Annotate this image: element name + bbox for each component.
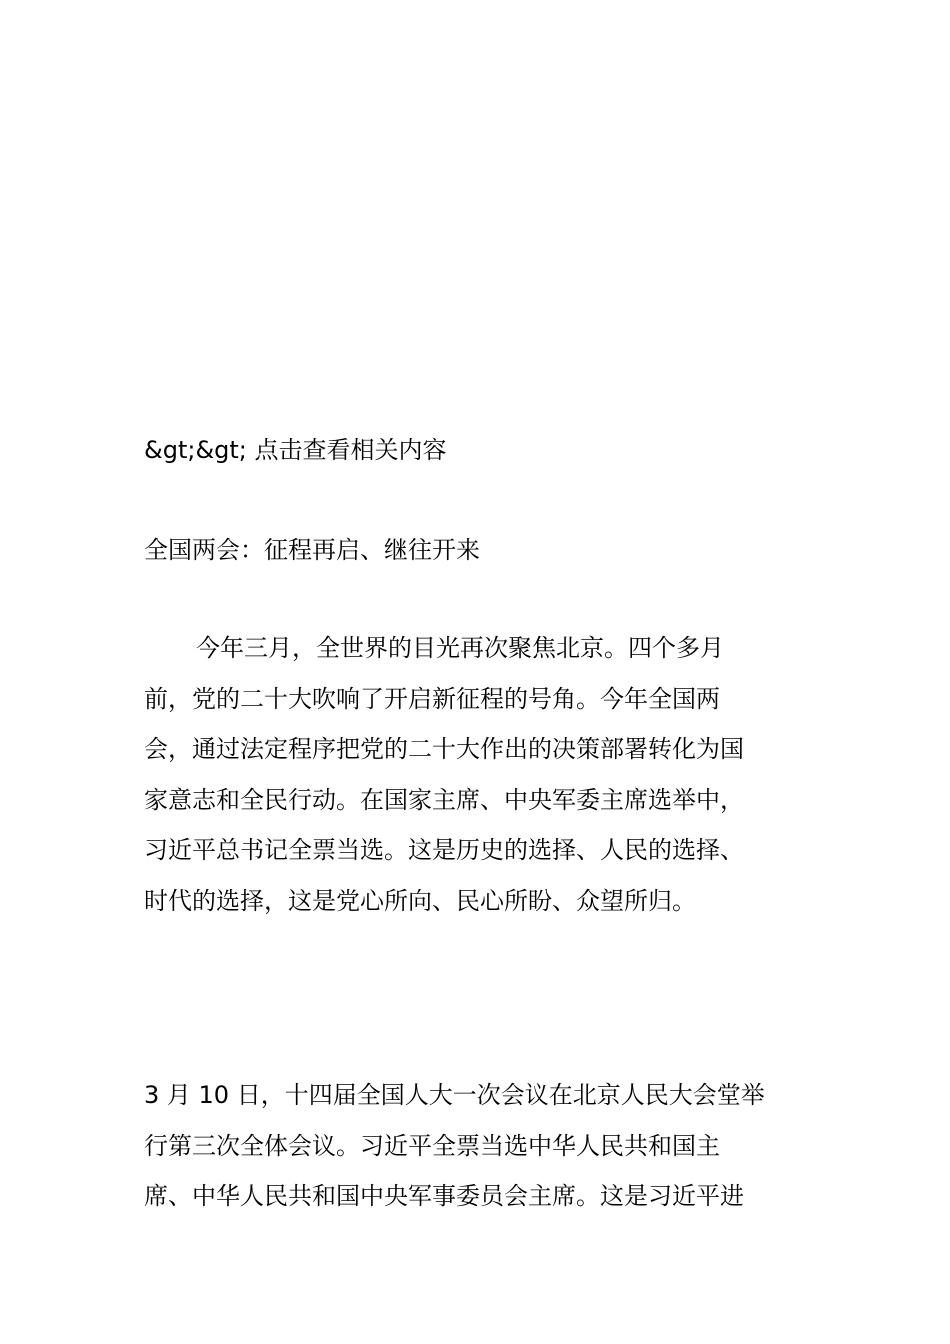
paragraph-1-line: 会，通过法定程序把党的二十大作出的决策部署转化为国 [144, 735, 744, 763]
paragraph-1-line: 前，党的二十大吹响了开启新征程的号角。今年全国两 [144, 684, 720, 713]
paragraph-2 [144, 1070, 808, 1222]
related-content-link[interactable]: &gt;&gt; 点击查看相关内容 [144, 436, 447, 464]
paragraph-2-line: 行第三次全体会议。习近平全票当选中华人民共和国主 [144, 1131, 720, 1160]
section-heading: 全国两会：征程再启、继往开来 [144, 536, 480, 564]
paragraph-2-line: 席、中华人民共和国中央军事委员会主席。这是习近平进 [144, 1182, 744, 1210]
paragraph-1-line: 家意志和全民行动。在国家主席、中央军委主席选举中， [144, 785, 744, 814]
paragraph-2-line: 3 月 10 日，十四届全国人大一次会议在北京人民大会堂举 [144, 1081, 765, 1109]
paragraph-1 [144, 623, 808, 926]
paragraph-1-line: 习近平总书记全票当选。这是历史的选择、人民的选择、 [144, 836, 744, 864]
paragraph-1-line: 今年三月，全世界的目光再次聚焦北京。四个多月 [196, 634, 724, 662]
paragraph-1-line: 时代的选择，这是党心所向、民心所盼、众望所归。 [144, 886, 696, 915]
